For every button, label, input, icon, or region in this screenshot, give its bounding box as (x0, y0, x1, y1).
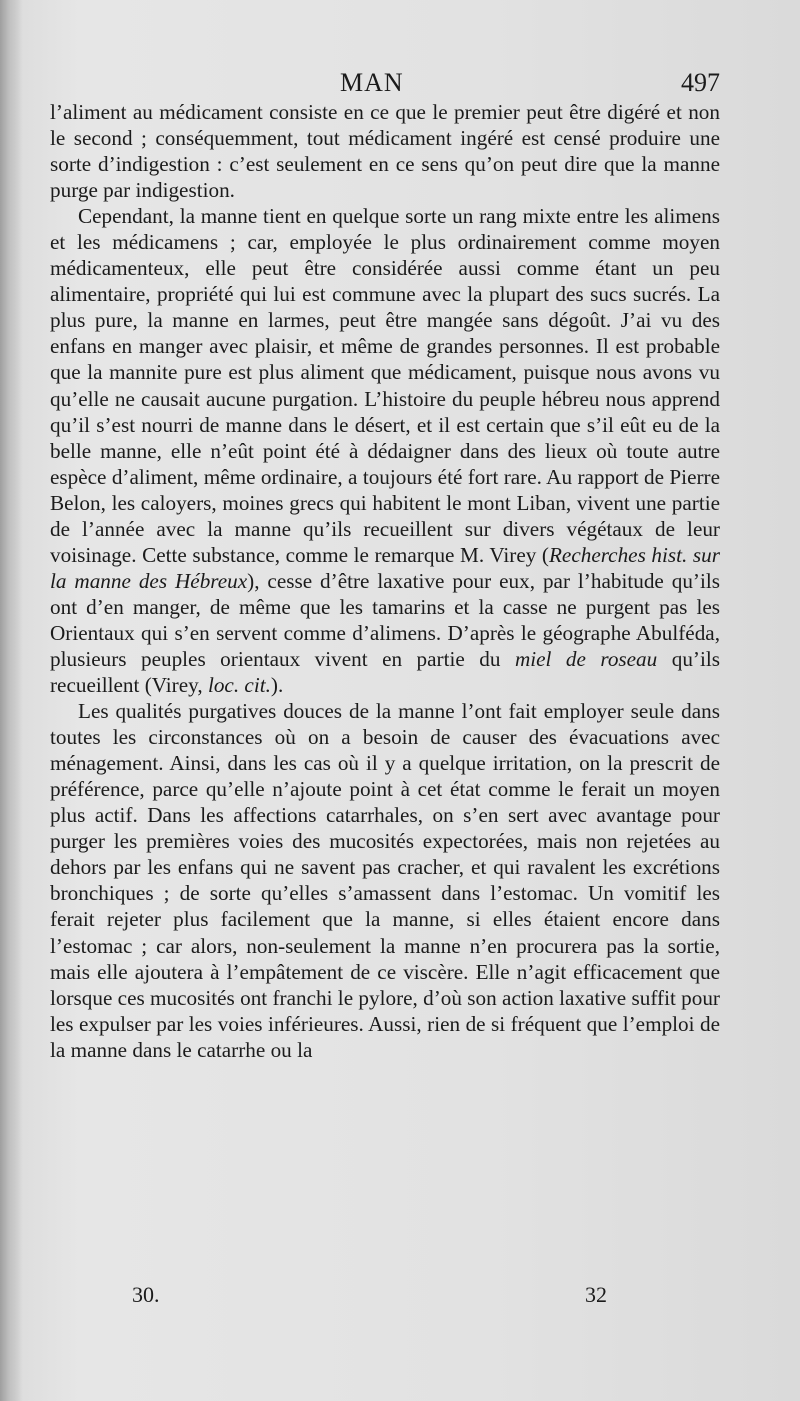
paragraph (50, 99, 720, 203)
italic-text: Recherches hist. sur la manne des Hébreux (50, 542, 720, 593)
text-run: Cependant, la manne tient en quelque sorte un rang mixte entre les alimens et les médicamens ; car, employée le plus ordinairement comme moyen médicamenteux, elle peut être considérée aussi comme étant un peu alimentaire, propriété qui lui est commune avec la plupart des sucs sucrés. La plus pure, la manne en larmes, peut être mangée sans dégoût. J’ai vu des enfans en manger avec plaisir, et même de grandes personnes. Il est probable que la mannite pure est plus aliment que médicament, puisque nous avons vu qu’elle ne causait aucune purgation. L’histoire du peuple hébreu nous apprend qu’il s’est nourri de manne dans le désert, et il est certain que s’il eût eu de la belle manne, elle n’eût point été à dédaigner dans des lieux où toute autre espèce d’aliment, même ordinaire, a toujours été fort rare. Au rapport de Pierre Belon, les caloyers, moines grecs qui habitent le mont Liban, vivent une partie de l’année avec la manne qu’ils recueillent sur divers végétaux de leur voisinage. Cette substance, comme le remarque M. Virey ( (50, 204, 720, 567)
italic-text: miel de roseau (514, 646, 658, 671)
italic-text: loc. cit. (207, 673, 271, 698)
signature-mark-left: 30. (132, 1282, 160, 1307)
signature-mark-right: 32 (585, 1282, 607, 1307)
paragraph (50, 698, 720, 1063)
text-run: Les qualités purgatives douces de la manne l’ont fait employer seule dans toutes les circonstances où on a besoin de causer des évacuations avec ménagement. Ainsi, dans les cas où il y a quelque irritation, on la prescrit de préférence, parce qu’elle n’ajoute point à cet état comme le ferait un moyen plus actif. Dans les affections catarrhales, on s’en sert avec avantage pour purger les premières voies des mucosités expectorées, mais non rejetées au dehors par les enfans qui ne savent pas cracher, et qui ravalent les excrétions bronchiques ; de sorte qu’elles s’amassent dans l’estomac. Un vomitif les ferait rejeter plus facilement que la manne, si elles étaient encore dans l’estomac ; car alors, non-seulement la manne n’en procurera pas la sortie, mais elle ajoutera à l’empâtement de ce viscère. Elle n’agit efficacement que lorsque ces mucosités ont franchi le pylore, d’où son action laxative suffit pour les expulser par les voies inférieures. Aussi, rien de si fréquent que l’emploi de la manne dans le catarrhe ou la (50, 699, 720, 1062)
page-header (50, 68, 720, 100)
page-number: 497 (681, 68, 720, 97)
text-run: qu’ils recueillent (Virey, (50, 646, 720, 698)
text-run: ). (270, 673, 284, 698)
paragraph (50, 203, 720, 698)
text-run: ), cesse d’être laxative pour eux, par l’habitude qu’ils ont d’en manger, de même que les tamarins et la casse ne purgent pas les Orientaux qui s’en servent comme d’alimens. D’après le géographe Abulféda, plusieurs peuples orientaux vivent en partie du (50, 568, 721, 671)
text-run: l’aliment au médicament consiste en ce que le premier peut être digéré et non le second ; conséquemment, tout médicament ingéré est censé produire une sorte d’indigestion : c’est seulement en ce sens qu’on peut dire que la manne purge par indigestion. (50, 100, 720, 203)
running-head: MAN (340, 68, 404, 97)
page-footer (50, 1282, 720, 1312)
body-text (50, 99, 720, 1063)
binding-gutter-shadow (0, 0, 22, 1401)
